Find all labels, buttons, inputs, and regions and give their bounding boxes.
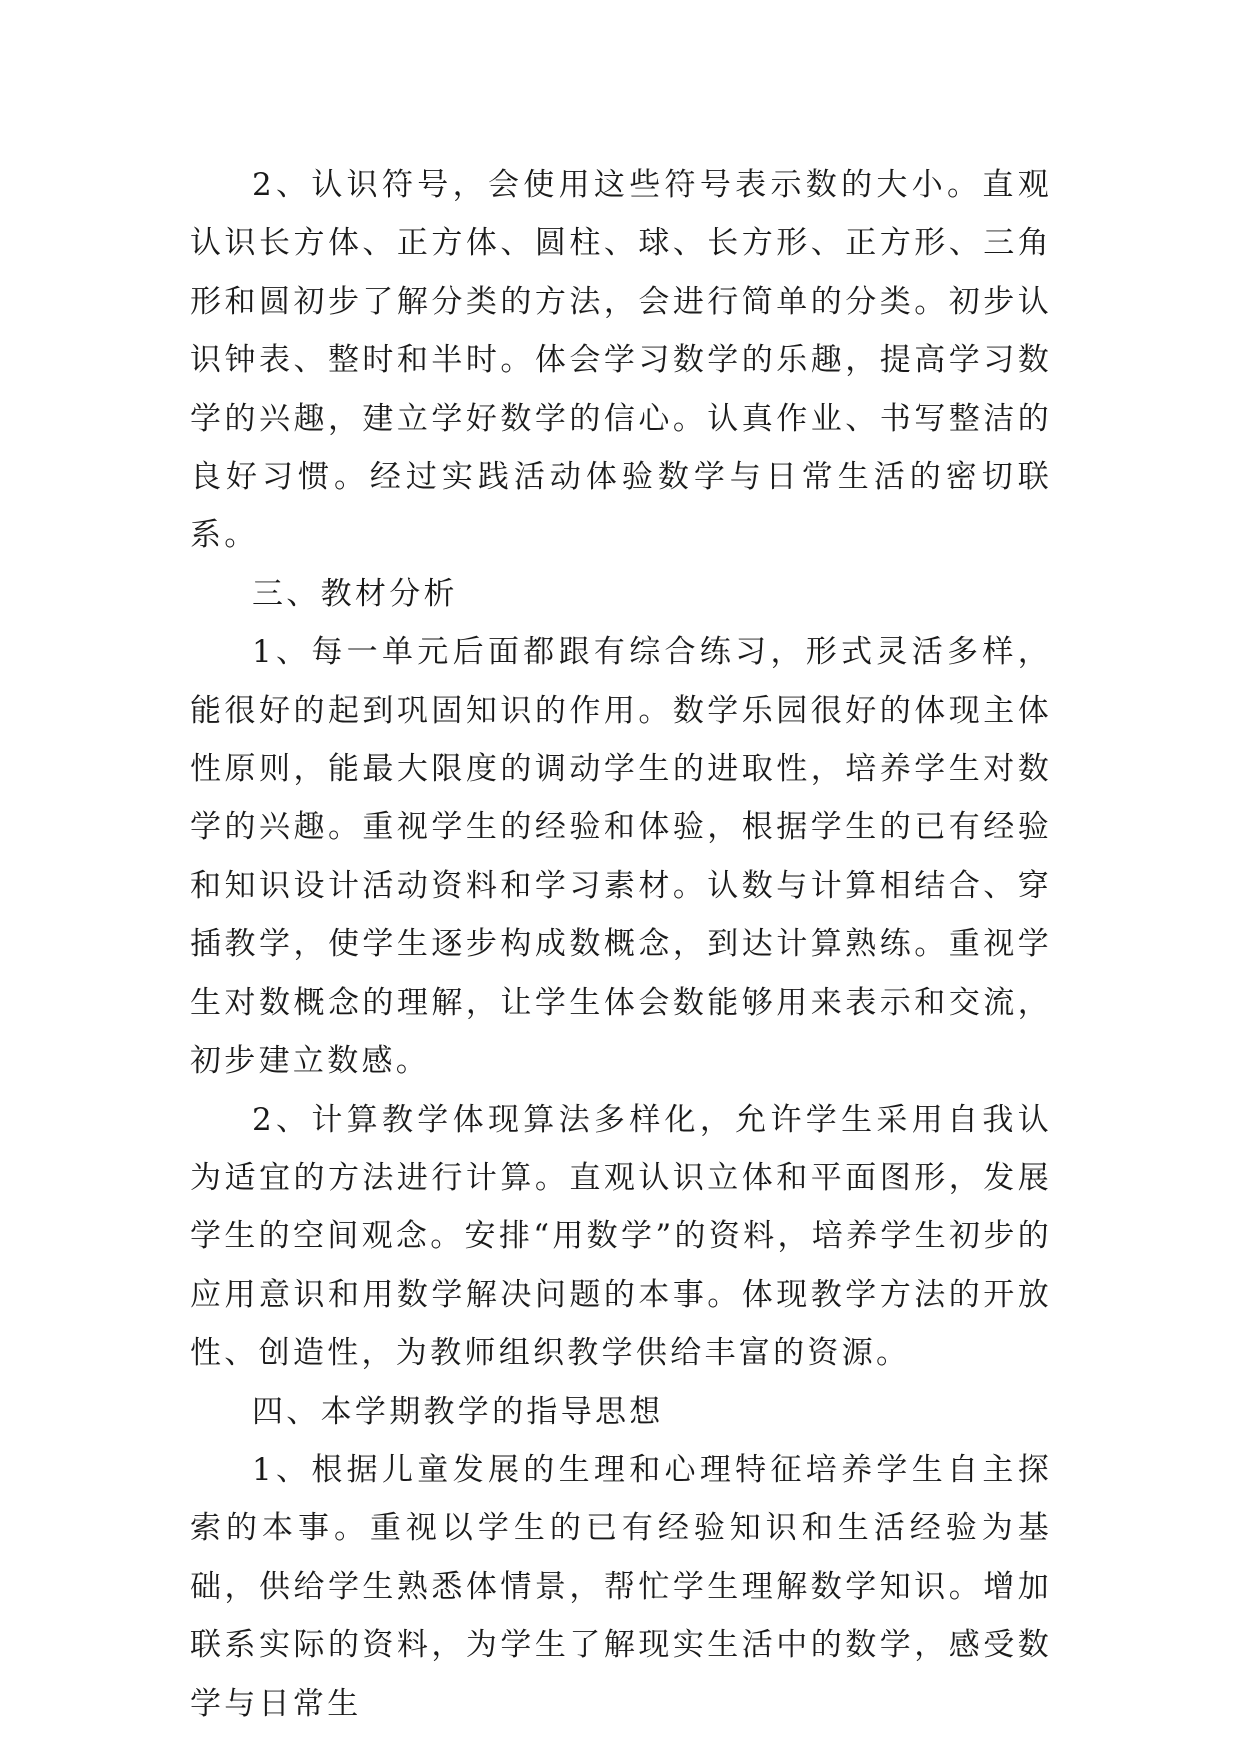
paragraph-symbols-and-shapes: 2、认识符号，会使用这些符号表示数的大小。直观认识长方体、正方体、圆柱、球、长方形、正方形、三角形和圆初步了解分类的方法，会进行简单的分类。初步认识钟表、整时和半时。体会学习数学的乐趣，提高学习数学的兴趣，建立学好数学的信心。认真作业、书写整洁的良好习惯。经过实践活动体验数学与日常生活的密切联系。: [190, 167, 1052, 554]
paragraph-child-development: 1、根据儿童发展的生理和心理特征培养学生自主探索的本事。重视以学生的已有经验知识和生活经验为基础，供给学生熟悉体情景，帮忙学生理解数学知识。增加联系实际的资料，为学生了解现实生活中的数学，感受数学与日常生: [190, 1451, 1052, 1722]
section-heading-guiding-ideology: 四、本学期教学的指导思想: [252, 1393, 664, 1430]
paragraph-unit-exercises: 1、每一单元后面都跟有综合练习，形式灵活多样，能很好的起到巩固知识的作用。数学乐园很好的体现主体性原则，能最大限度的调动学生的进取性，培养学生对数学的兴趣。重视学生的经验和体验，根据学生的已有经验和知识设计活动资料和学习素材。认数与计算相结合、穿插教学，使学生逐步构成数概念，到达计算熟练。重视学生对数概念的理解，让学生体会数能够用来表示和交流，初步建立数感。: [190, 634, 1052, 1080]
section-heading-textbook-analysis: 三、教材分析: [252, 575, 458, 612]
document-body: [190, 156, 1052, 1733]
paragraph-calculation-teaching: 2、计算教学体现算法多样化，允许学生采用自我认为适宜的方法进行计算。直观认识立体和平面图形，发展学生的空间观念。安排“用数学”的资料，培养学生初步的应用意识和用数学解决问题的本事。体现教学方法的开放性、创造性，为教师组织教学供给丰富的资源。: [190, 1101, 1052, 1372]
